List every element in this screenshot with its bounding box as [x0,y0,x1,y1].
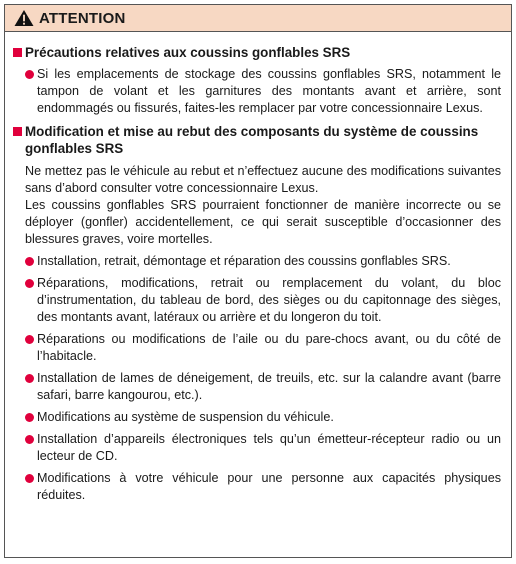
list-item: Si les emplacements de stockage des coussins gonflables SRS, notamment le tampon de volant et les garnitures des montants avant et arrière, sont endommagés ou fissurés, faites-les remplacer par votre concessionnaire Lexus. [13,66,501,117]
attention-box [4,4,512,558]
red-bullet-icon [25,413,34,422]
list-item: Modifications au système de suspension du véhicule. [13,409,501,426]
red-bullet-icon [25,279,34,288]
paragraph: Les coussins gonflables SRS pourraient fonctionner de manière incorrecte ou se déployer (gonfler) accidentellement, ce qui serait susceptible d’occasionner des blessures graves, voire mortelles. [25,198,501,246]
section-heading-text: Modification et mise au rebut des composants du système de coussins gonflables SRS [25,124,479,156]
red-bullet-icon [25,474,34,483]
list-item: Modifications à votre véhicule pour une personne aux capacités physiques réduites. [13,470,501,504]
list-item: Installation, retrait, démontage et réparation des coussins gonflables SRS. [13,253,501,270]
section-heading [13,123,501,157]
red-square-icon [13,127,22,136]
red-bullet-icon [25,335,34,344]
bullet-list [13,253,501,504]
attention-header [5,5,511,32]
attention-title: ATTENTION [39,9,126,27]
list-item: Installation de lames de déneigement, de treuils, etc. sur la calandre avant (barre safari, barre kangourou, etc.). [13,370,501,404]
red-bullet-icon [25,374,34,383]
section-heading-text: Précautions relatives aux coussins gonflables SRS [25,45,351,60]
bullet-list [13,66,501,117]
red-bullet-icon [25,257,34,266]
list-item: Réparations, modifications, retrait ou remplacement du volant, du bloc d’instrumentation, du tableau de bord, des sièges ou du capitonnage des sièges, des montants avant, latéraux ou arrière et du longeron du toit. [13,275,501,326]
red-bullet-icon [25,70,34,79]
list-item: Réparations ou modifications de l’aile ou du pare-chocs avant, ou du côté de l’habitacle. [13,331,501,365]
attention-content [5,32,511,504]
red-square-icon [13,48,22,57]
red-bullet-icon [25,435,34,444]
warning-triangle-icon [13,9,35,27]
paragraph: Ne mettez pas le véhicule au rebut et n’effectuez aucune des modifications suivantes sans d’abord consulter votre concessionnaire Lexus. [25,164,501,195]
list-item: Installation d’appareils électroniques tels qu’un émetteur-récepteur radio ou un lecteur de CD. [13,431,501,465]
section-heading [13,44,501,61]
